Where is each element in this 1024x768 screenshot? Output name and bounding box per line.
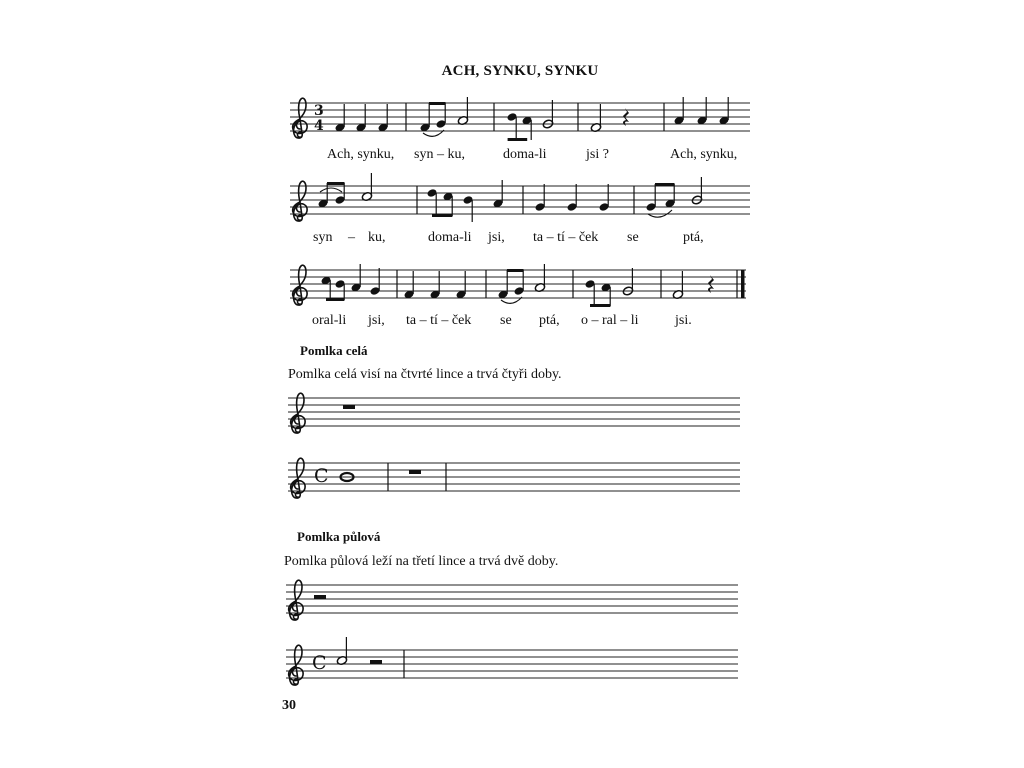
lyric-line2-syl2: – — [348, 230, 355, 245]
lyric-line2-syl6: ta – tí – ček — [533, 230, 599, 245]
section-heading-whole-rest: Pomlka celá — [300, 343, 368, 358]
final-barline — [741, 270, 745, 298]
half-rest-icon — [370, 660, 382, 664]
whole-rest-staff-1 — [288, 398, 740, 426]
lyric-line3-syl2: jsi, — [368, 313, 385, 328]
song-title: ACH, SYNKU, SYNKU — [441, 63, 599, 79]
section-heading-half-rest: Pomlka půlová — [297, 529, 381, 544]
lyric-line3-syl1: oral-li — [312, 313, 347, 328]
whole-rest-staff-2 — [288, 463, 740, 491]
lyric-line2-syl5: jsi, — [488, 230, 505, 245]
treble-clef-icon — [293, 181, 307, 221]
lyric-line2-syl3: ku, — [368, 230, 386, 245]
lyric-line2-syl1: syn — [313, 230, 333, 245]
lyric-line3-syl7: jsi. — [675, 313, 692, 328]
lyric-line2-syl4: doma-li — [428, 230, 472, 245]
half-rest-staff-2 — [286, 650, 738, 678]
time-signature-bottom: 4 — [314, 118, 324, 134]
lyric-line1-syl5: Ach, synku, — [670, 147, 738, 162]
lyric-line2-syl8: ptá, — [683, 230, 704, 245]
lyric-line3-syl4: se — [500, 313, 512, 328]
treble-clef-icon — [291, 393, 305, 433]
lyric-line3-syl3: ta – tí – ček — [406, 313, 472, 328]
section-text-whole-rest: Pomlka celá visí na čtvrté lince a trvá čtyři doby. — [288, 367, 562, 382]
time-signature-top: 3 — [314, 103, 324, 119]
song-staff-2 — [290, 186, 750, 214]
treble-clef-icon — [291, 458, 305, 498]
lyric-line3-syl5: ptá, — [539, 313, 560, 328]
lyric-line1-syl1: Ach, synku, — [327, 147, 395, 162]
lyric-line1-syl2: syn – ku, — [414, 147, 465, 162]
treble-clef-icon — [289, 645, 303, 685]
whole-rest-icon — [409, 470, 421, 474]
whole-rest-icon — [343, 405, 355, 409]
lyric-line2-syl7: se — [627, 230, 639, 245]
lyric-line1-syl3: doma-li — [503, 147, 547, 162]
lyric-line1-syl4: jsi ? — [586, 147, 609, 162]
common-time-symbol: C — [312, 652, 327, 674]
half-rest-icon — [314, 595, 326, 599]
common-time-symbol: C — [314, 465, 329, 487]
treble-clef-icon — [289, 580, 303, 620]
page-number: 30 — [282, 698, 296, 713]
lyric-line3-syl6: o – ral – li — [581, 313, 639, 328]
treble-clef-icon — [293, 265, 307, 305]
treble-clef-icon — [293, 98, 307, 138]
section-text-half-rest: Pomlka půlová leží na třetí lince a trvá dvě doby. — [284, 554, 559, 569]
half-rest-staff-1 — [286, 585, 738, 613]
